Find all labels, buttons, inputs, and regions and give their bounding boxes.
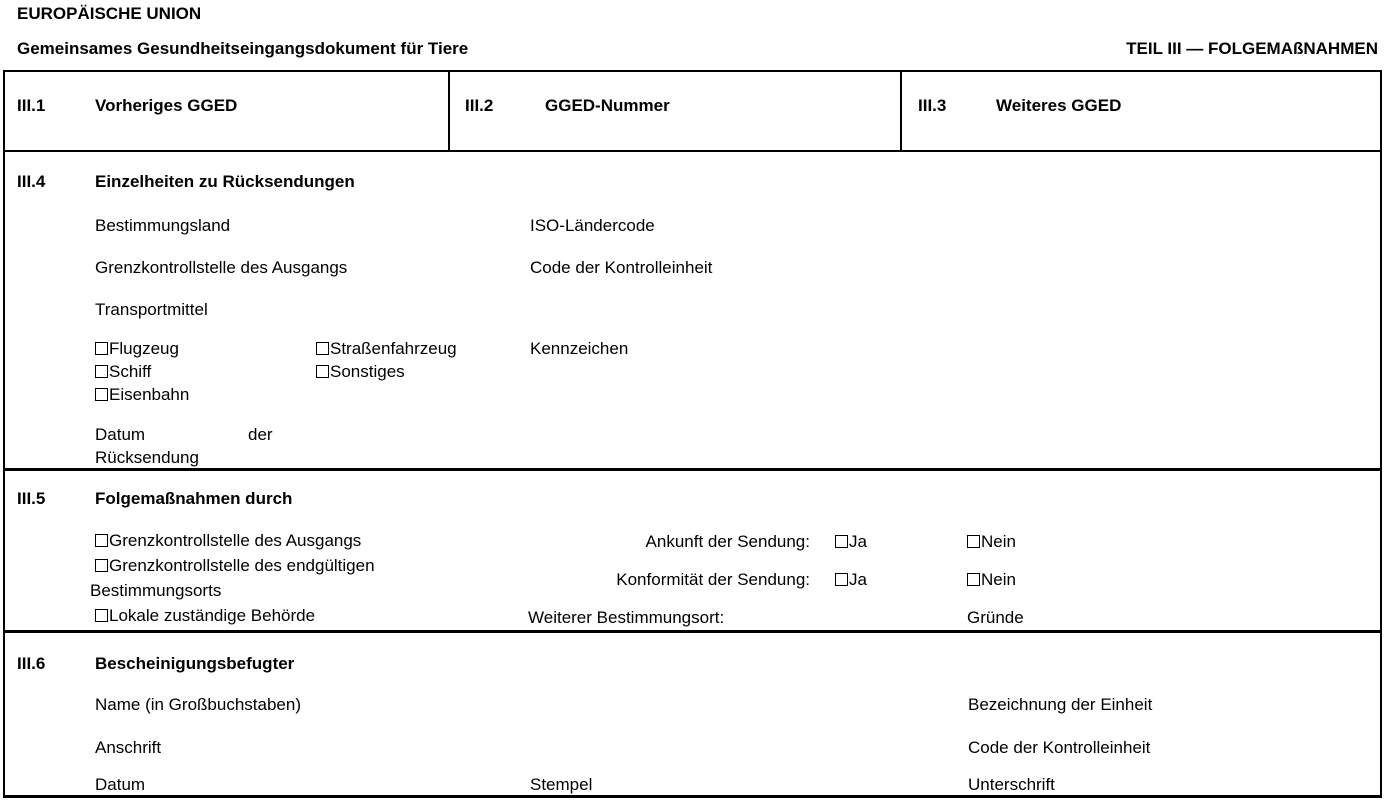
section4-title: Einzelheiten zu Rücksendungen bbox=[95, 172, 355, 191]
option-other-label: Sonstiges bbox=[330, 362, 405, 381]
section5-title: Folgemaßnahmen durch bbox=[95, 489, 293, 508]
label-conformity-of-consignment: Konformität der Sendung: bbox=[616, 570, 810, 589]
label-means-of-transport: Transportmittel bbox=[95, 300, 208, 319]
label-reasons: Gründe bbox=[967, 608, 1024, 627]
part-title: TEIL III — FOLGEMAßNAHMEN bbox=[1126, 39, 1378, 58]
option-local-authority bbox=[95, 606, 315, 626]
label-control-unit-code: Code der Kontrolleinheit bbox=[530, 258, 713, 277]
label-name-capitals: Name (in Großbuchstaben) bbox=[95, 695, 301, 714]
document-title: Gemeinsames Gesundheitseingangsdokument für Tiere bbox=[17, 39, 469, 58]
label-destination-country: Bestimmungsland bbox=[95, 216, 231, 235]
other-checkbox[interactable] bbox=[316, 365, 329, 378]
final-destination-bcp-checkbox[interactable] bbox=[95, 559, 108, 572]
option-final-destination-bcp bbox=[95, 556, 375, 576]
label-exit-border-post: Grenzkontrollstelle des Ausgangs bbox=[95, 258, 348, 277]
form-table bbox=[3, 70, 1382, 798]
conformity-yes-label: Ja bbox=[849, 570, 867, 589]
divider-row1 bbox=[5, 150, 1380, 152]
conformity-yes-option bbox=[835, 570, 867, 590]
conformity-yes-checkbox[interactable] bbox=[835, 573, 848, 586]
label-further-destination: Weiterer Bestimmungsort: bbox=[528, 608, 725, 627]
arrival-no-checkbox[interactable] bbox=[967, 535, 980, 548]
option-ship bbox=[95, 362, 151, 382]
road-vehicle-checkbox[interactable] bbox=[316, 342, 329, 355]
field-label-further-ched: Weiteres GGED bbox=[996, 96, 1122, 115]
option-airplane bbox=[95, 339, 179, 359]
divider-section4-5 bbox=[5, 468, 1380, 471]
divider-vertical-2 bbox=[900, 72, 902, 150]
option-final-destination-bcp-label-line2: Bestimmungsorts bbox=[90, 581, 222, 600]
label-unit-name: Bezeichnung der Einheit bbox=[968, 695, 1153, 714]
label-signature: Unterschrift bbox=[968, 775, 1055, 794]
label-date: Datum bbox=[95, 775, 146, 794]
option-exit-bcp bbox=[95, 531, 361, 551]
airplane-checkbox[interactable] bbox=[95, 342, 108, 355]
option-road-vehicle bbox=[316, 339, 457, 359]
section5-number: III.5 bbox=[17, 489, 46, 508]
option-other bbox=[316, 362, 405, 382]
option-road-vehicle-label: Straßenfahrzeug bbox=[330, 339, 457, 358]
label-identification: Kennzeichen bbox=[530, 339, 629, 358]
field-label-previous-ched: Vorheriges GGED bbox=[95, 96, 238, 115]
option-ship-label: Schiff bbox=[109, 362, 152, 381]
field-num-ched-number: III.2 bbox=[465, 96, 494, 115]
section4-number: III.4 bbox=[17, 172, 46, 191]
arrival-yes-label: Ja bbox=[849, 532, 867, 551]
label-address: Anschrift bbox=[95, 738, 162, 757]
option-final-destination-bcp-label-line1: Grenzkontrollstelle des endgültigen bbox=[109, 556, 375, 575]
label-control-unit-code-2: Code der Kontrolleinheit bbox=[968, 738, 1151, 757]
label-return-date-word1: Datum bbox=[95, 425, 146, 444]
label-arrival-of-consignment: Ankunft der Sendung: bbox=[645, 532, 810, 551]
arrival-yes-checkbox[interactable] bbox=[835, 535, 848, 548]
field-num-further-ched: III.3 bbox=[918, 96, 947, 115]
field-label-ched-number: GGED-Nummer bbox=[545, 96, 670, 115]
option-airplane-label: Flugzeug bbox=[109, 339, 179, 358]
option-railway bbox=[95, 385, 189, 405]
label-stamp: Stempel bbox=[530, 775, 593, 794]
section6-title: Bescheinigungsbefugter bbox=[95, 654, 295, 673]
union-title: EUROPÄISCHE UNION bbox=[17, 4, 202, 23]
option-exit-bcp-label: Grenzkontrollstelle des Ausgangs bbox=[109, 531, 362, 550]
arrival-no-label: Nein bbox=[981, 532, 1016, 551]
label-return-date-word2: der bbox=[248, 425, 273, 444]
local-authority-checkbox[interactable] bbox=[95, 609, 108, 622]
arrival-no-option bbox=[967, 532, 1016, 552]
divider-section5-6 bbox=[5, 630, 1380, 633]
divider-vertical-1 bbox=[448, 72, 450, 150]
section6-number: III.6 bbox=[17, 654, 46, 673]
arrival-yes-option bbox=[835, 532, 867, 552]
label-return-date-word3: Rücksendung bbox=[95, 448, 199, 467]
railway-checkbox[interactable] bbox=[95, 388, 108, 401]
ship-checkbox[interactable] bbox=[95, 365, 108, 378]
conformity-no-option bbox=[967, 570, 1016, 590]
label-iso-country-code: ISO-Ländercode bbox=[530, 216, 655, 235]
exit-bcp-checkbox[interactable] bbox=[95, 534, 108, 547]
conformity-no-label: Nein bbox=[981, 570, 1016, 589]
field-num-previous-ched: III.1 bbox=[17, 96, 46, 115]
option-local-authority-label: Lokale zuständige Behörde bbox=[109, 606, 316, 625]
option-railway-label: Eisenbahn bbox=[109, 385, 190, 404]
conformity-no-checkbox[interactable] bbox=[967, 573, 980, 586]
